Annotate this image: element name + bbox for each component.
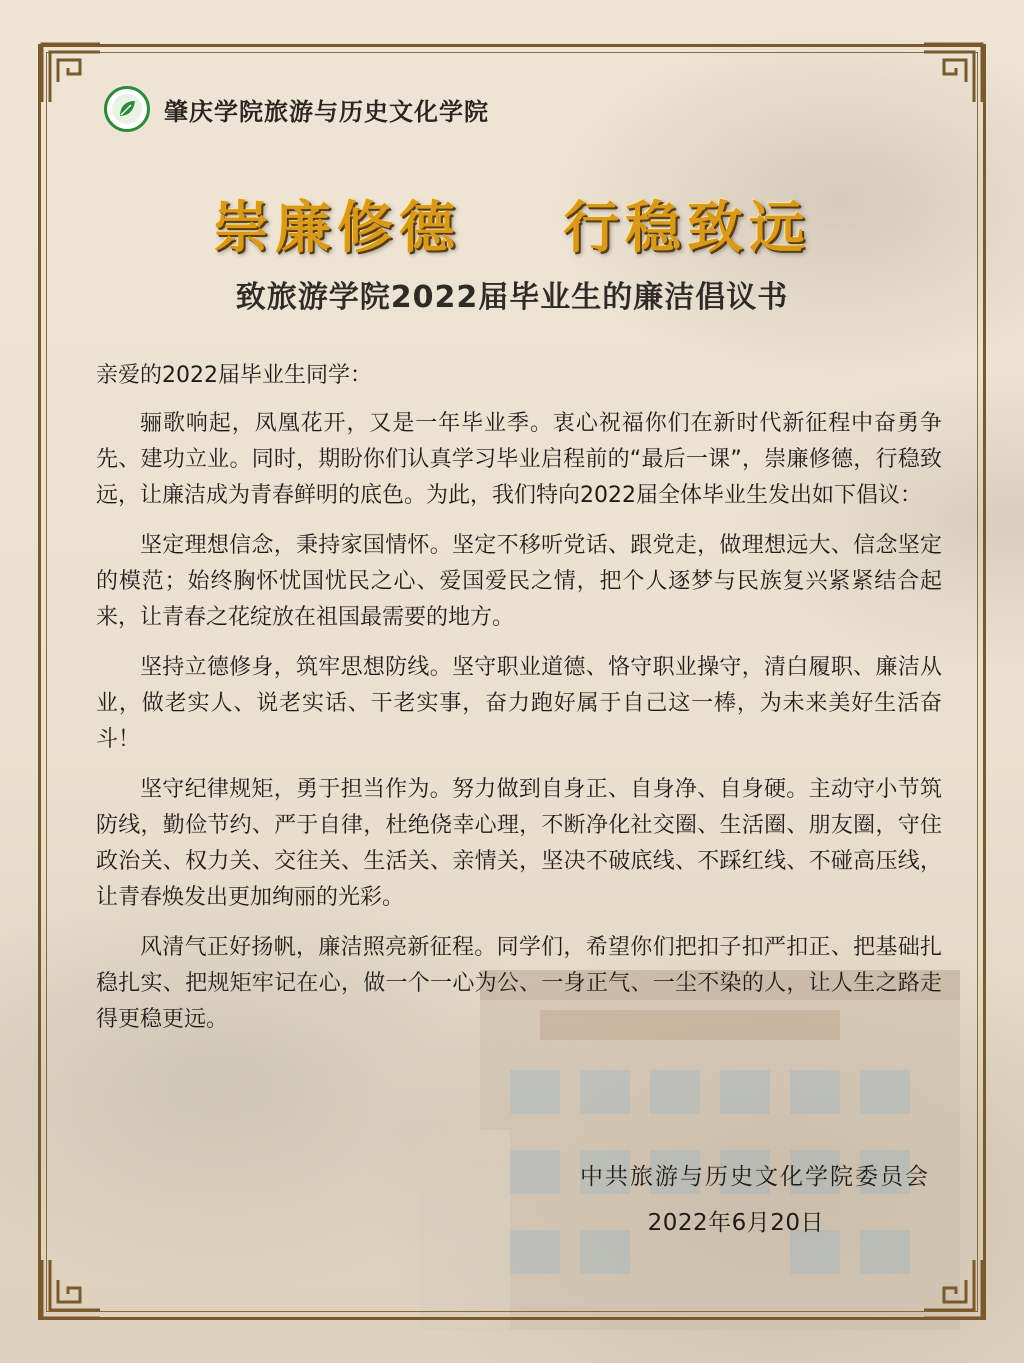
paragraph: 坚定理想信念，秉持家国情怀。坚定不移听党话、跟党走，做理想远大、信念坚定的模范；始终胸怀忧国忧民之心、爱国爱民之情，把个人逐梦与民族复兴紧紧结合起来，让青春之花绽放在祖国最需要的地方。 bbox=[96, 533, 942, 630]
corner-ornament-icon bbox=[40, 42, 102, 104]
signature-organization: 中共旅游与历史文化学院委员会 bbox=[580, 1164, 930, 1190]
salutation: 亲爱的2022届毕业生同学： bbox=[96, 363, 372, 388]
corner-ornament-icon bbox=[922, 1258, 984, 1320]
subtitle: 致旅游学院2022届毕业生的廉洁倡议书 bbox=[235, 280, 789, 315]
leaf-icon bbox=[116, 98, 138, 120]
school-name: 肇庆学院旅游与历史文化学院 bbox=[164, 96, 489, 126]
corner-ornament-icon bbox=[40, 1258, 102, 1320]
signature-date: 2022年6月20日 bbox=[647, 1210, 824, 1236]
letter-body bbox=[96, 358, 942, 1052]
main-title: 崇廉修德 行稳致远 bbox=[213, 196, 811, 261]
paragraph: 骊歌响起，凤凰花开，又是一年毕业季。衷心祝福你们在新时代新征程中奋勇争先、建功立业。同时，期盼你们认真学习毕业启程前的“最后一课”，崇廉修德，行稳致远，让廉洁成为青春鲜明的底色。为此，我们特向2022届全体毕业生发出如下倡议： bbox=[96, 411, 942, 508]
paragraph: 坚持立德修身，筑牢思想防线。坚守职业道德、恪守职业操守，清白履职、廉洁从业，做老实人、说老实话、干老实事，奋力跑好属于自己这一棒，为未来美好生活奋斗！ bbox=[96, 655, 942, 752]
corner-ornament-icon bbox=[922, 42, 984, 104]
paragraph: 风清气正好扬帆，廉洁照亮新征程。同学们，希望你们把扣子扣严扣正、把基础扎稳扎实、把规矩牢记在心，做一个一心为公、一身正气、一尘不染的人，让人生之路走得更稳更远。 bbox=[96, 935, 942, 1032]
school-header bbox=[104, 86, 489, 132]
paragraph: 坚守纪律规矩，勇于担当作为。努力做到自身正、自身净、自身硬。主动守小节筑防线，勤俭节约、严于自律，杜绝侥幸心理，不断净化社交圈、生活圈、朋友圈，守住政治关、权力关、交往关、生活关、亲情关，坚决不破底线、不踩红线、不碰高压线，让青春焕发出更加绚丽的光彩。 bbox=[96, 777, 942, 910]
school-logo-icon bbox=[104, 86, 150, 132]
